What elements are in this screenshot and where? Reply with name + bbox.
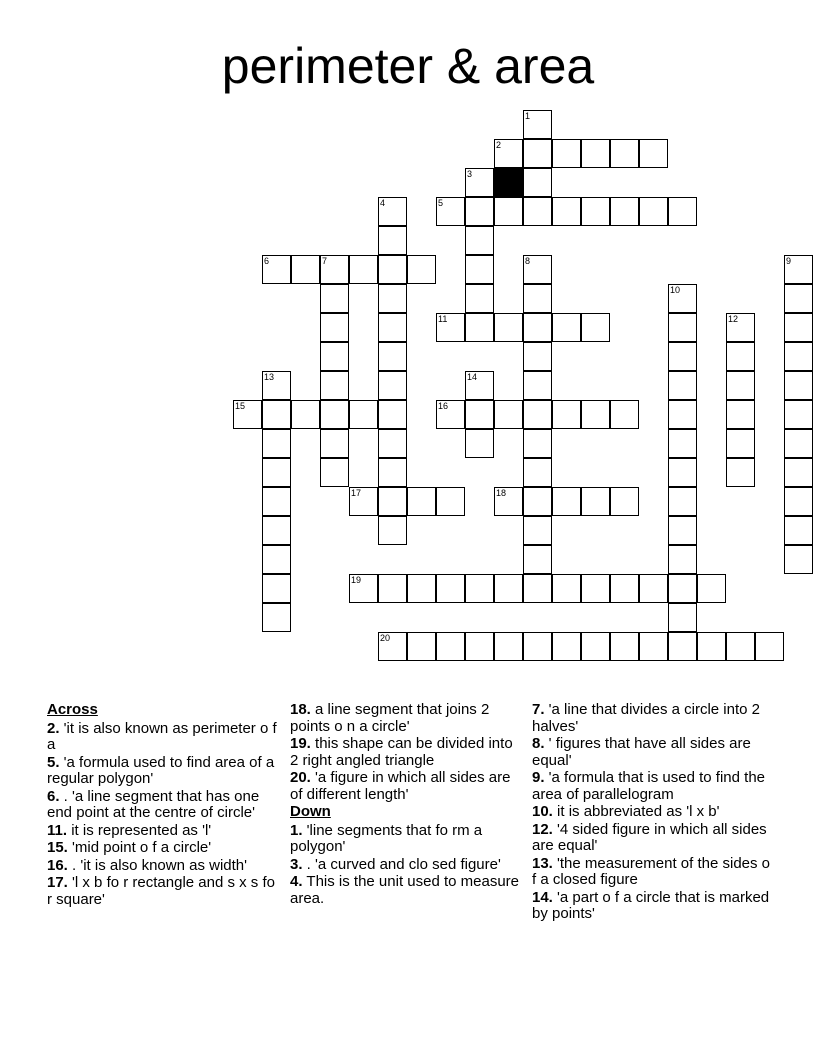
grid-cell[interactable] (668, 342, 697, 371)
grid-cell[interactable] (784, 429, 813, 458)
clue-number: 16 (438, 401, 449, 411)
grid-cell[interactable] (262, 574, 291, 603)
grid-cell[interactable] (726, 400, 755, 429)
grid-cell[interactable] (494, 139, 523, 168)
grid-cell[interactable] (639, 574, 668, 603)
grid-cell[interactable] (436, 313, 465, 342)
grid-cell[interactable] (784, 400, 813, 429)
grid-cell[interactable] (610, 197, 639, 226)
grid-cell[interactable] (320, 313, 349, 342)
clue-item (290, 702, 520, 735)
clue-item (532, 890, 772, 923)
clue-text: 'a formula used to find area of a regular polygon' (47, 753, 275, 787)
grid-cell[interactable] (668, 400, 697, 429)
clue-text: ' figures that have all sides are equal' (532, 735, 751, 769)
clues-column-1 (47, 702, 277, 909)
grid-cell[interactable] (378, 197, 407, 226)
clue-item (47, 789, 277, 822)
grid-cell[interactable] (639, 197, 668, 226)
grid-cell[interactable] (552, 574, 581, 603)
grid-cell[interactable] (349, 574, 378, 603)
grid-cell[interactable] (523, 255, 552, 284)
grid-cell[interactable] (523, 632, 552, 661)
clue-text: 'line segments that fo rm a polygon' (290, 821, 483, 855)
grid-cell[interactable] (523, 371, 552, 400)
grid-cell[interactable] (668, 458, 697, 487)
grid-cell[interactable] (668, 313, 697, 342)
grid-cell[interactable] (668, 429, 697, 458)
clue-number-label: 12. (532, 820, 553, 838)
grid-cell[interactable] (668, 545, 697, 574)
grid-cell[interactable] (581, 487, 610, 516)
clue-item (532, 804, 772, 821)
clue-number-label: 7. (532, 701, 545, 718)
grid-cell[interactable] (784, 284, 813, 313)
grid-cell[interactable] (436, 487, 465, 516)
clue-number: 12 (728, 314, 739, 324)
grid-cell[interactable] (320, 429, 349, 458)
grid-cell[interactable] (523, 168, 552, 197)
clue-number: 2 (496, 140, 502, 150)
grid-cell[interactable] (465, 574, 494, 603)
grid-cell[interactable] (407, 574, 436, 603)
grid-cell[interactable] (581, 139, 610, 168)
grid-cell[interactable] (523, 545, 552, 574)
grid-cell[interactable] (639, 139, 668, 168)
clue-number: 19 (351, 575, 362, 585)
grid-cell[interactable] (581, 197, 610, 226)
grid-cell[interactable] (755, 632, 784, 661)
clue-number: 3 (467, 169, 473, 179)
grid-cell[interactable] (378, 284, 407, 313)
clue-number-label: 20. (290, 769, 311, 786)
grid-cell[interactable] (262, 400, 291, 429)
clue-item (532, 822, 772, 855)
grid-cell[interactable] (668, 197, 697, 226)
grid-cell[interactable] (784, 313, 813, 342)
grid-cell[interactable] (494, 574, 523, 603)
clue-item (532, 736, 772, 769)
clue-number: 14 (467, 372, 478, 382)
grid-cell[interactable] (726, 342, 755, 371)
clue-item (47, 721, 277, 754)
grid-cell[interactable] (378, 226, 407, 255)
grid-cell[interactable] (233, 400, 262, 429)
grid-cell[interactable] (436, 400, 465, 429)
clue-number-label: 2. (47, 719, 60, 737)
clue-number-label: 13. (532, 854, 553, 872)
grid-cell[interactable] (320, 400, 349, 429)
grid-cell[interactable] (291, 400, 320, 429)
clues-column-3 (532, 702, 772, 924)
grid-cell[interactable] (523, 139, 552, 168)
grid-cell[interactable] (726, 313, 755, 342)
clue-item (290, 857, 520, 874)
grid-cell[interactable] (262, 487, 291, 516)
grid-cell[interactable] (610, 574, 639, 603)
clue-text: 'a formula that is used to find the area of parallelogram (532, 769, 766, 803)
grid-cell[interactable] (494, 632, 523, 661)
grid-cell[interactable] (320, 255, 349, 284)
grid-cell[interactable] (784, 516, 813, 545)
grid-cell[interactable] (262, 255, 291, 284)
grid-cell[interactable] (726, 429, 755, 458)
grid-cell[interactable] (523, 313, 552, 342)
down-clue-list (290, 823, 520, 908)
clue-item (47, 875, 277, 908)
puzzle-title: perimeter & area (221, 38, 595, 94)
clues-column-2 (290, 702, 520, 908)
clue-item (47, 823, 277, 840)
clue-number-label: 14. (532, 888, 553, 906)
clue-number-label: 8. (532, 735, 545, 752)
clue-number: 4 (380, 198, 386, 208)
grid-cell[interactable] (784, 371, 813, 400)
clue-item (290, 736, 520, 769)
grid-cell[interactable] (262, 429, 291, 458)
grid-cell[interactable] (465, 284, 494, 313)
grid-cell[interactable] (349, 400, 378, 429)
grid-cell[interactable] (697, 574, 726, 603)
grid-cell[interactable] (378, 574, 407, 603)
blocked-cell (494, 168, 523, 197)
grid-cell[interactable] (581, 632, 610, 661)
grid-cell[interactable] (436, 197, 465, 226)
clue-number: 13 (264, 372, 275, 382)
clue-text: a line segment that joins 2 points o n a circle' (290, 701, 490, 735)
grid-cell[interactable] (465, 255, 494, 284)
grid-cell[interactable] (465, 632, 494, 661)
grid-cell[interactable] (465, 429, 494, 458)
clue-text: 'a part o f a circle that is marked by points' (532, 888, 770, 922)
grid-cell[interactable] (378, 400, 407, 429)
grid-cell[interactable] (262, 545, 291, 574)
grid-cell[interactable] (668, 371, 697, 400)
clue-number: 17 (351, 488, 362, 498)
grid-cell[interactable] (668, 574, 697, 603)
clue-text: it is abbreviated as 'l x b' (552, 803, 720, 820)
clue-number: 20 (380, 633, 391, 643)
clue-item (290, 770, 520, 803)
across-heading: Across (47, 701, 98, 718)
clue-number: 11 (438, 314, 448, 324)
grid-cell[interactable] (784, 545, 813, 574)
grid-cell[interactable] (523, 284, 552, 313)
grid-cell[interactable] (523, 516, 552, 545)
grid-cell[interactable] (465, 226, 494, 255)
clue-text: 'l x b fo r rectangle and s x s fo r square' (47, 874, 275, 908)
clue-item (532, 856, 772, 889)
grid-cell[interactable] (639, 632, 668, 661)
clue-item (47, 755, 277, 788)
grid-cell[interactable] (581, 313, 610, 342)
grid-cell[interactable] (320, 371, 349, 400)
grid-cell[interactable] (494, 400, 523, 429)
grid-cell[interactable] (784, 487, 813, 516)
clue-number: 1 (525, 111, 531, 121)
clue-number: 18 (496, 488, 507, 498)
down-clue-list-continued (532, 702, 772, 923)
clue-number: 9 (786, 256, 792, 266)
grid-cell[interactable] (378, 342, 407, 371)
clue-number-label: 19. (290, 735, 311, 752)
clue-text: '4 sided figure in which all sides are equal' (532, 820, 767, 854)
clue-text: 'a figure in which all sides are of different length' (290, 769, 511, 803)
grid-cell[interactable] (523, 197, 552, 226)
clue-number-label: 1. (290, 821, 303, 839)
grid-cell[interactable] (320, 284, 349, 313)
grid-cell[interactable] (552, 197, 581, 226)
clue-number-label: 4. (290, 873, 303, 890)
grid-cell[interactable] (465, 400, 494, 429)
grid-cell[interactable] (726, 458, 755, 487)
grid-cell[interactable] (668, 487, 697, 516)
grid-cell[interactable] (407, 632, 436, 661)
grid-cell[interactable] (407, 487, 436, 516)
grid-cell[interactable] (523, 458, 552, 487)
grid-cell[interactable] (610, 139, 639, 168)
down-heading: Down (290, 803, 331, 820)
grid-cell[interactable] (668, 632, 697, 661)
grid-cell[interactable] (726, 632, 755, 661)
clue-number: 10 (670, 285, 681, 295)
clue-item (47, 858, 277, 875)
clue-number: 15 (235, 401, 246, 411)
clue-text: 'mid point o f a circle' (67, 839, 212, 856)
grid-cell[interactable] (610, 487, 639, 516)
clue-number-label: 9. (532, 769, 545, 786)
clue-text: 'the measurement of the sides o f a closed figure (532, 854, 771, 888)
grid-cell[interactable] (494, 313, 523, 342)
grid-cell[interactable] (378, 516, 407, 545)
grid-cell[interactable] (552, 487, 581, 516)
grid-cell[interactable] (349, 255, 378, 284)
grid-cell[interactable] (465, 197, 494, 226)
grid-cell[interactable] (552, 139, 581, 168)
clue-item (290, 874, 520, 907)
grid-cell[interactable] (407, 255, 436, 284)
clue-number: 6 (264, 256, 270, 266)
grid-cell[interactable] (494, 487, 523, 516)
grid-cell[interactable] (465, 168, 494, 197)
grid-cell[interactable] (320, 342, 349, 371)
grid-cell[interactable] (262, 516, 291, 545)
grid-cell[interactable] (262, 603, 291, 632)
clue-text: . 'a line segment that has one end point at the centre of circle' (47, 787, 260, 821)
grid-cell[interactable] (668, 516, 697, 545)
grid-cell[interactable] (784, 342, 813, 371)
grid-cell[interactable] (697, 632, 726, 661)
grid-cell[interactable] (552, 632, 581, 661)
clue-number: 7 (322, 256, 328, 266)
clue-text: it is represented as 'l' (67, 821, 212, 839)
clue-text: . 'it is also known as width' (67, 856, 247, 874)
grid-cell[interactable] (523, 487, 552, 516)
across-clue-list (47, 721, 277, 909)
grid-cell[interactable] (552, 400, 581, 429)
grid-cell[interactable] (494, 197, 523, 226)
clue-number-label: 11. (47, 821, 68, 839)
clue-item (47, 840, 277, 857)
clue-number-label: 16. (47, 856, 68, 874)
clue-item (532, 770, 772, 803)
grid-cell[interactable] (523, 110, 552, 139)
clue-text: 'it is also known as perimeter o f a (47, 719, 277, 753)
clue-number-label: 18. (290, 701, 311, 718)
clue-text: This is the unit used to measure area. (290, 873, 520, 907)
grid-cell[interactable] (552, 313, 581, 342)
grid-cell[interactable] (378, 313, 407, 342)
clue-text: 'a line that divides a circle into 2 halves' (532, 701, 760, 735)
clue-number-label: 5. (47, 753, 60, 771)
grid-cell[interactable] (668, 284, 697, 313)
grid-cell[interactable] (349, 487, 378, 516)
clue-number-label: 10. (532, 803, 553, 820)
grid-cell[interactable] (610, 632, 639, 661)
clue-number-label: 3. (290, 855, 303, 873)
grid-cell[interactable] (378, 487, 407, 516)
grid-cell[interactable] (784, 255, 813, 284)
grid-cell[interactable] (378, 255, 407, 284)
grid-cell[interactable] (523, 342, 552, 371)
grid-cell[interactable] (523, 400, 552, 429)
grid-cell[interactable] (291, 255, 320, 284)
grid-cell[interactable] (581, 400, 610, 429)
clue-number-label: 15. (47, 839, 68, 856)
clue-number-label: 17. (47, 874, 68, 891)
grid-cell[interactable] (378, 458, 407, 487)
grid-cell[interactable] (668, 603, 697, 632)
grid-cell[interactable] (262, 371, 291, 400)
grid-cell[interactable] (436, 632, 465, 661)
grid-cell[interactable] (378, 371, 407, 400)
clue-item (532, 702, 772, 735)
grid-cell[interactable] (523, 429, 552, 458)
grid-cell[interactable] (262, 458, 291, 487)
grid-cell[interactable] (784, 458, 813, 487)
grid-cell[interactable] (610, 400, 639, 429)
grid-cell[interactable] (436, 574, 465, 603)
clue-text: . 'a curved and clo sed figure' (302, 855, 501, 873)
grid-cell[interactable] (465, 313, 494, 342)
grid-cell[interactable] (726, 371, 755, 400)
grid-cell[interactable] (320, 458, 349, 487)
grid-cell[interactable] (581, 574, 610, 603)
grid-cell[interactable] (378, 429, 407, 458)
clue-text: this shape can be divided into 2 right angled triangle (290, 735, 513, 769)
clue-number: 8 (525, 256, 531, 266)
clue-number-label: 6. (47, 787, 60, 805)
across-clue-list-continued (290, 702, 520, 803)
clue-item (290, 823, 520, 856)
clue-number: 5 (438, 198, 444, 208)
grid-cell[interactable] (378, 632, 407, 661)
grid-cell[interactable] (523, 574, 552, 603)
grid-cell[interactable] (465, 371, 494, 400)
